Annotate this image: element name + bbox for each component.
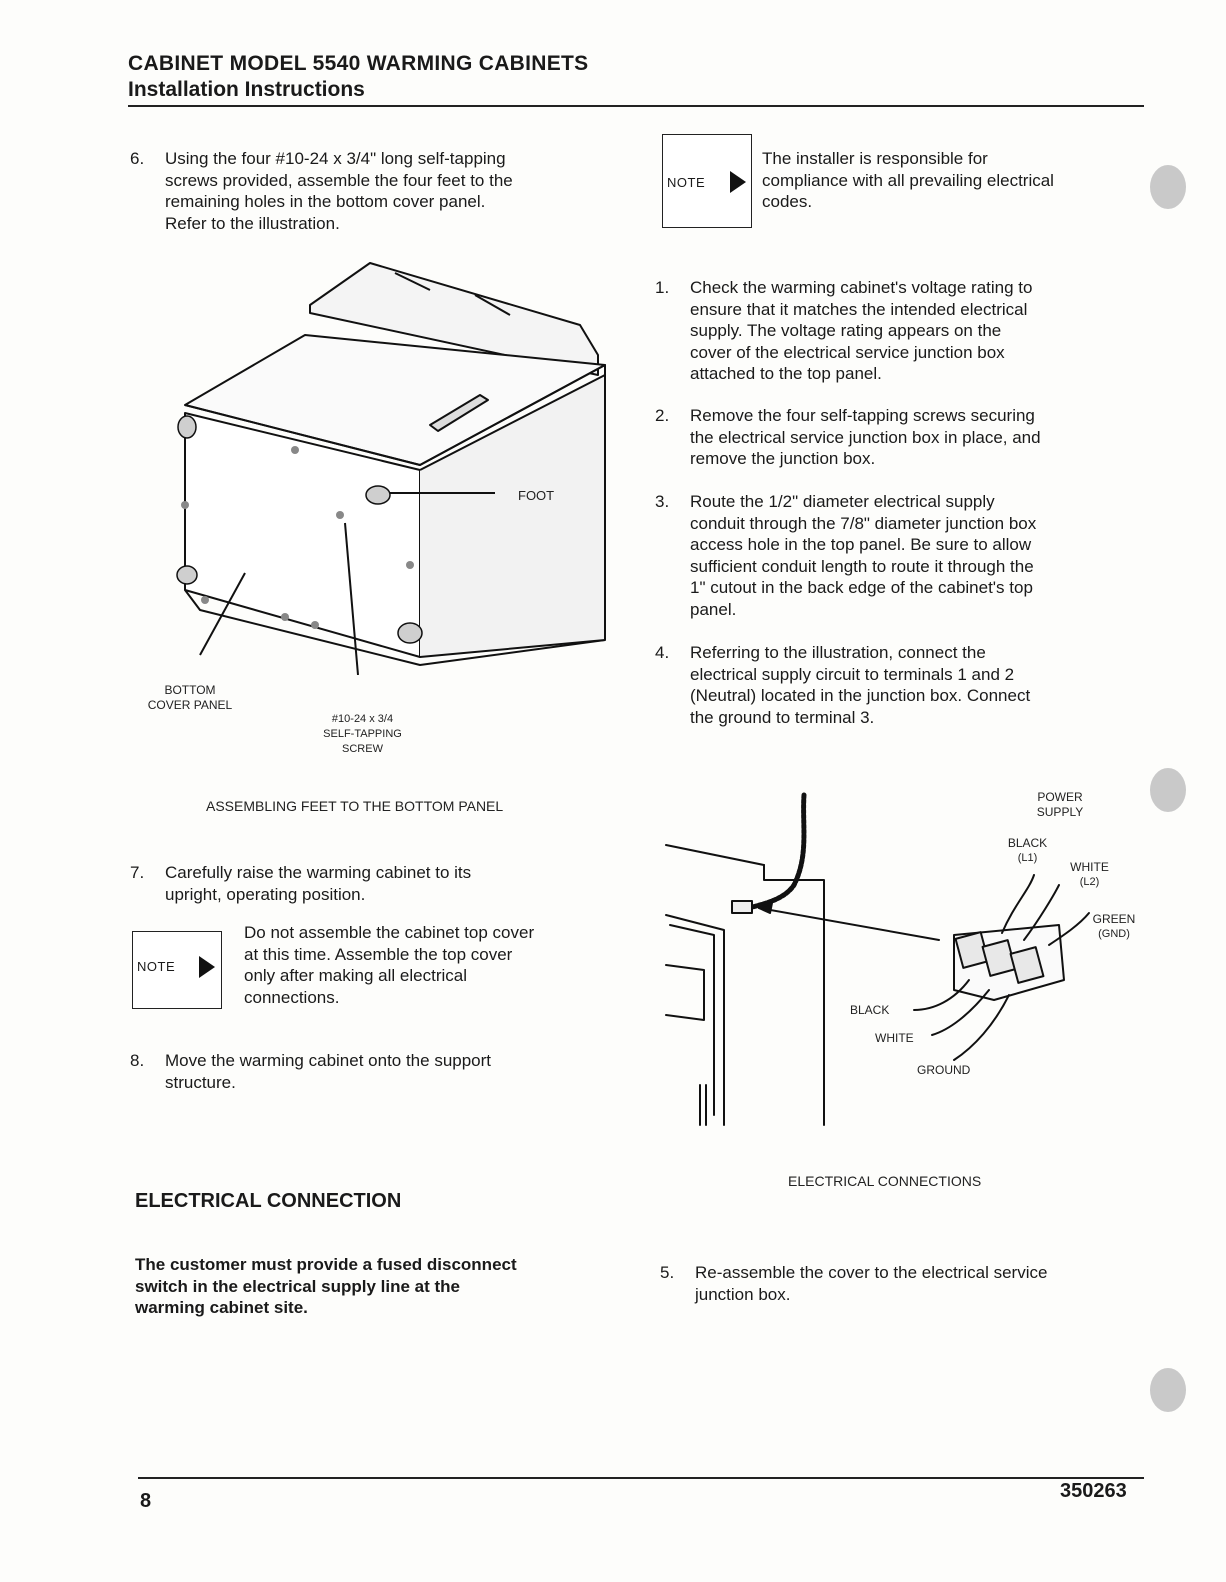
- section-heading-electrical: ELECTRICAL CONNECTION: [135, 1190, 402, 1212]
- arrow-right-icon: [730, 171, 746, 193]
- note-line: connections.: [244, 987, 340, 1007]
- step-line: upright, operating position.: [165, 884, 366, 904]
- step-number: 4.: [655, 643, 670, 662]
- white-wire-label: WHITE: [875, 1031, 914, 1045]
- step-line: Move the warming cabinet onto the support: [165, 1051, 492, 1070]
- note-line: The installer is responsible for: [762, 149, 988, 168]
- step-line: structure.: [165, 1072, 236, 1092]
- step-line: electrical supply circuit to terminals 1 and 2: [690, 664, 1015, 684]
- step-line: sufficient conduit length to route it through the: [690, 556, 1034, 576]
- note-line: compliance with all prevailing electrical: [762, 170, 1054, 190]
- label-line: WHITE: [1070, 860, 1109, 874]
- bottom-panel-label: [140, 683, 240, 713]
- label-line: (GND): [1098, 928, 1130, 940]
- step-number: 7.: [130, 863, 145, 882]
- step-line: the ground to terminal 3.: [690, 707, 875, 727]
- arrow-right-icon: [199, 956, 215, 978]
- foot-label: FOOT: [518, 488, 555, 503]
- step-text: [690, 642, 1030, 728]
- note-box: [132, 931, 222, 1009]
- label-line: (L2): [1079, 876, 1100, 888]
- label-line: POWER: [1037, 790, 1083, 804]
- document-title: CABINET MODEL 5540 WARMING CABINETS: [128, 52, 589, 75]
- step-number: 8.: [130, 1051, 145, 1070]
- label-line: SELF-TAPPING: [323, 728, 402, 740]
- step-line: screws provided, assemble the four feet to the: [165, 170, 513, 190]
- fused-disconnect-paragraph: [135, 1254, 605, 1319]
- footer-rule: [138, 1477, 1144, 1479]
- step-line: panel.: [690, 599, 737, 619]
- binder-hole: [1150, 768, 1186, 812]
- step-line: cover of the electrical service junction box: [690, 342, 1005, 362]
- step-line: Remove the four self-tapping screws securing: [690, 406, 1035, 425]
- step-line: remaining holes in the bottom cover panel.: [165, 192, 486, 211]
- step-text: [690, 491, 1036, 620]
- note-label: NOTE: [137, 959, 176, 974]
- step-line: the electrical service junction box in place, and: [690, 427, 1041, 447]
- label-line: SCREW: [342, 743, 383, 755]
- cabinet-feet-illustration: [160, 255, 620, 675]
- figure-caption-feet: ASSEMBLING FEET TO THE BOTTOM PANEL: [206, 798, 504, 814]
- note-box: [662, 134, 752, 228]
- label-line: #10-24 x 3/4: [331, 713, 394, 725]
- label-line: BOTTOM: [164, 683, 216, 697]
- note-line: codes.: [762, 192, 813, 211]
- label-line: GREEN: [1092, 912, 1136, 926]
- step-2: [655, 405, 1145, 471]
- step-line: Using the four #10-24 x 3/4" long self-tapping: [165, 149, 506, 168]
- step-3: [655, 491, 1145, 623]
- step-text: [165, 1050, 491, 1093]
- para-line: switch in the electrical supply line at the: [135, 1276, 460, 1296]
- binder-hole: [1150, 1368, 1186, 1412]
- note-text: [244, 922, 614, 1008]
- step-line: Re-assemble the cover to the electrical service: [695, 1263, 1048, 1282]
- label-line: (L1): [1017, 852, 1038, 864]
- document-number: 350263: [1060, 1480, 1127, 1502]
- step-line: Refer to the illustration.: [165, 213, 340, 233]
- figure-caption-electrical: ELECTRICAL CONNECTIONS: [788, 1173, 982, 1189]
- step-7: [130, 862, 610, 907]
- label-line: BLACK: [1007, 836, 1048, 850]
- step-number: 2.: [655, 406, 670, 425]
- step-number: 1.: [655, 278, 670, 297]
- step-line: junction box.: [695, 1284, 791, 1304]
- step-line: supply. The voltage rating appears on the: [690, 321, 1002, 340]
- step-text: [165, 148, 513, 234]
- page-number: 8: [140, 1490, 152, 1512]
- step-line: Route the 1/2" diameter electrical supply: [690, 492, 995, 511]
- note-line: at this time. Assemble the top cover: [244, 944, 513, 964]
- step-8: [130, 1050, 610, 1095]
- electrical-connections-illustration: [664, 785, 1144, 1135]
- step-line: conduit through the 7/8" diameter junction box: [690, 513, 1037, 533]
- step-line: Carefully raise the warming cabinet to its: [165, 863, 472, 882]
- step-line: access hole in the top panel. Be sure to allow: [690, 535, 1032, 554]
- note-line: only after making all electrical: [244, 966, 467, 985]
- step-line: remove the junction box.: [690, 449, 876, 468]
- step-line: 1" cutout in the back edge of the cabinet's top: [690, 578, 1033, 597]
- screw-label: [300, 712, 425, 757]
- step-line: attached to the top panel.: [690, 364, 882, 383]
- white-l2-label: [1062, 860, 1117, 890]
- power-supply-label: [1030, 790, 1090, 820]
- step-line: ensure that it matches the intended electrical: [690, 299, 1028, 319]
- binder-hole: [1150, 165, 1186, 209]
- step-1: [655, 277, 1145, 387]
- document-subtitle: Installation Instructions: [128, 78, 365, 101]
- step-text: [165, 862, 471, 905]
- step-5: [660, 1262, 1145, 1307]
- step-line: Check the warming cabinet's voltage rating to: [690, 278, 1033, 297]
- para-line: The customer must provide a fused disconnect: [135, 1255, 517, 1274]
- header-rule: [128, 105, 1144, 107]
- step-text: [690, 277, 1032, 385]
- step-line: Referring to the illustration, connect the: [690, 643, 986, 662]
- note-text: [762, 148, 1132, 213]
- black-wire-label: BLACK: [850, 1003, 890, 1017]
- note-line: Do not assemble the cabinet top cover: [244, 923, 535, 942]
- black-l1-label: [1000, 836, 1055, 866]
- step-number: 5.: [660, 1263, 675, 1282]
- step-number: 6.: [130, 149, 145, 168]
- label-line: SUPPLY: [1036, 805, 1084, 819]
- ground-wire-label: GROUND: [917, 1063, 971, 1077]
- step-4: [655, 642, 1145, 730]
- label-line: COVER PANEL: [147, 698, 233, 712]
- note-label: NOTE: [667, 175, 706, 190]
- step-line: (Neutral) located in the junction box. Connect: [690, 686, 1031, 705]
- step-text: [695, 1262, 1047, 1305]
- step-number: 3.: [655, 492, 670, 511]
- step-6: [130, 148, 610, 238]
- para-line: warming cabinet site.: [135, 1298, 308, 1317]
- step-text: [690, 405, 1041, 470]
- green-gnd-label: [1084, 912, 1144, 942]
